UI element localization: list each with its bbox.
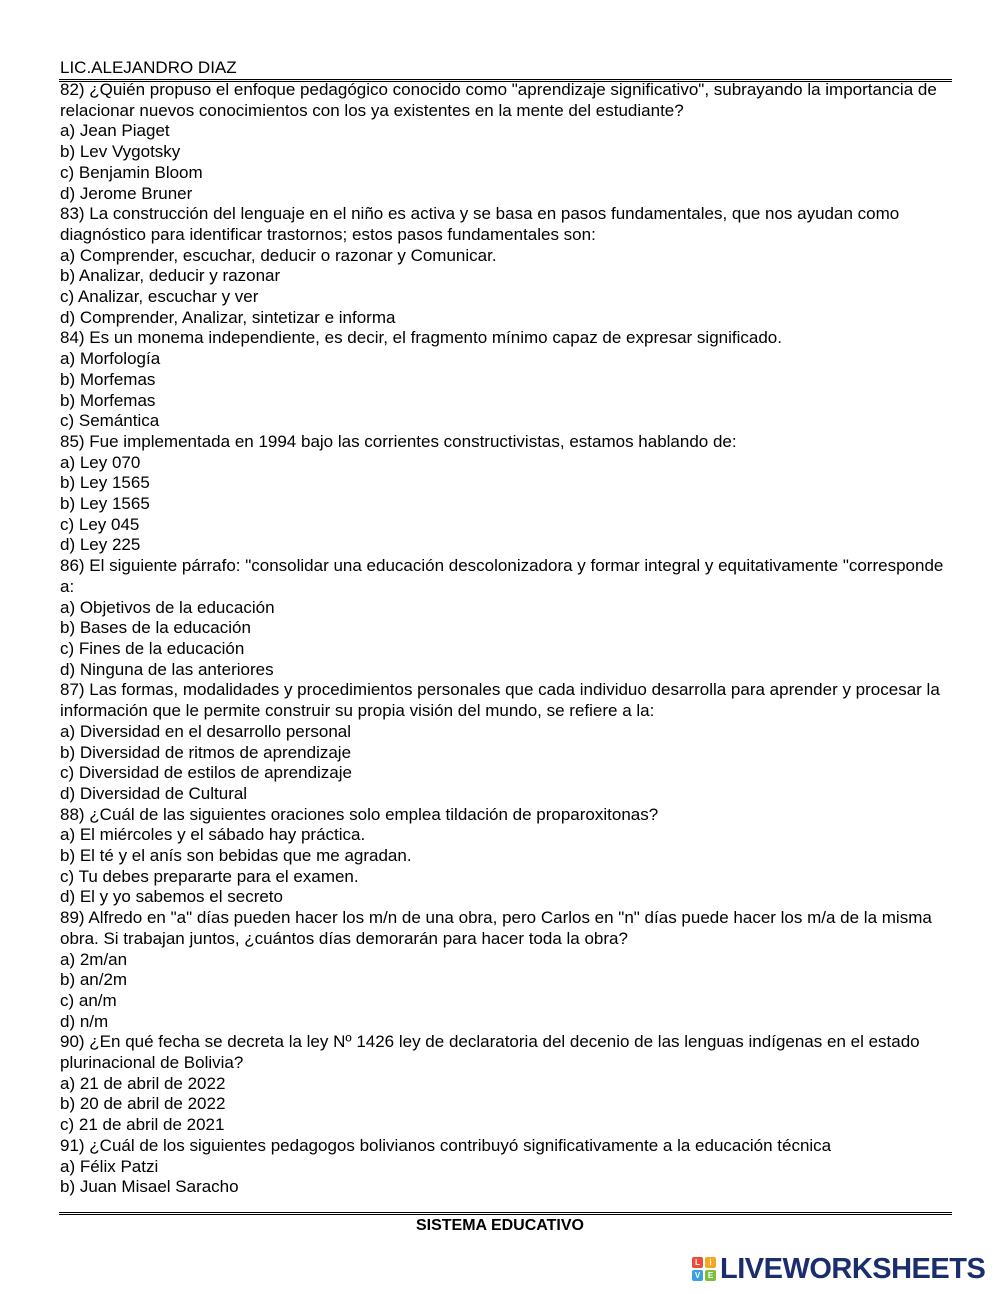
answer-option[interactable]: b) 20 de abril de 2022	[60, 1094, 226, 1114]
answer-option[interactable]: a) 2m/an	[60, 949, 128, 969]
question-block	[60, 80, 952, 204]
liveworksheets-logo-text: LIVEWORKSHEETS	[720, 1253, 986, 1285]
answer-option[interactable]: b) Morfemas	[60, 390, 156, 410]
question-text: 83) La construcción del lenguaje en el niño es activa y se basa en pasos fundamentales, que nos ayudan como diagnóstico para identificar trastornos; estos pasos fundamentales son:	[60, 204, 900, 244]
answer-option[interactable]: b) Ley 1565	[60, 473, 150, 493]
logo-tile: E	[705, 1270, 716, 1281]
logo-tile: V	[692, 1270, 703, 1281]
answer-option[interactable]: b) Diversidad de ritmos de aprendizaje	[60, 742, 352, 762]
answer-option[interactable]: c) Ley 045	[60, 514, 140, 534]
answer-option[interactable]: a) Objetivos de la educación	[60, 597, 275, 617]
answer-option[interactable]: b) Bases de la educación	[60, 618, 251, 638]
footer-divider	[59, 1212, 952, 1215]
answer-option[interactable]: a) Diversidad en el desarrollo personal	[60, 721, 352, 741]
question-list	[60, 80, 952, 1198]
answer-option[interactable]: c) an/m	[60, 990, 117, 1010]
question-block	[60, 328, 952, 432]
answer-option[interactable]: b) Juan Misael Saracho	[60, 1177, 239, 1197]
answer-option[interactable]: a) El miércoles y el sábado hay práctica.	[60, 825, 366, 845]
answer-option[interactable]: a) 21 de abril de 2022	[60, 1073, 226, 1093]
answer-option[interactable]: a) Félix Patzi	[60, 1156, 159, 1176]
question-block	[60, 204, 952, 328]
logo-tile: i	[705, 1257, 716, 1268]
answer-option[interactable]: d) n/m	[60, 1011, 109, 1031]
answer-option[interactable]: d) Ninguna de las anteriores	[60, 659, 274, 679]
logo-tile: L	[692, 1257, 703, 1268]
answer-option[interactable]: d) El y yo sabemos el secreto	[60, 887, 283, 907]
question-text: 89) Alfredo en "a" días pueden hacer los m/n de una obra, pero Carlos en "n" días puede hacer los m/a de la misma obra. Si trabajan juntos, ¿cuántos días demorarán para hacer toda la obra?	[60, 908, 932, 948]
question-text: 82) ¿Quién propuso el enfoque pedagógico conocido como "aprendizaje significativo", subrayando la importancia de relacionar nuevos conocimientos con los ya existentes en la mente del estudiante?	[60, 80, 937, 120]
answer-option[interactable]: d) Diversidad de Cultural	[60, 783, 248, 803]
question-text: 88) ¿Cuál de las siguientes oraciones solo emplea tildación de proparoxitonas?	[60, 804, 659, 824]
question-text: 90) ¿En qué fecha se decreta la ley Nº 1426 ley de declaratoria del decenio de las lenguas indígenas en el estado plurinacional de Bolivia?	[60, 1032, 920, 1073]
answer-option[interactable]: a) Morfología	[60, 349, 161, 369]
liveworksheets-logo[interactable]	[692, 1254, 985, 1284]
question-block	[60, 680, 952, 804]
answer-option[interactable]: c) Semántica	[60, 411, 160, 431]
answer-option[interactable]: d) Jerome Bruner	[60, 183, 193, 203]
question-text: 85) Fue implementada en 1994 bajo las corrientes constructivistas, estamos hablando de:	[60, 431, 737, 451]
answer-option[interactable]: c) Benjamin Bloom	[60, 162, 203, 182]
answer-option[interactable]: b) Ley 1565	[60, 494, 150, 514]
question-text: 87) Las formas, modalidades y procedimientos personales que cada individuo desarrolla para aprender y procesar la información que le permite construir su propia visión del mundo, se refiere a la:	[60, 680, 940, 721]
answer-option[interactable]: d) Ley 225	[60, 535, 141, 555]
question-text: 91) ¿Cuál de los siguientes pedagogos bolivianos contribuyó significativamente a la educación técnica	[60, 1135, 832, 1155]
question-block	[60, 556, 952, 680]
answer-option[interactable]: a) Comprender, escuchar, deducir o razonar y Comunicar.	[60, 245, 497, 265]
question-text: 86) El siguiente párrafo: "consolidar una educación descolonizadora y formar integral y equitativamente "corresponde a:	[60, 556, 944, 596]
question-block	[60, 432, 952, 556]
question-text: 84) Es un monema independiente, es decir, el fragmento mínimo capaz de expresar significado.	[60, 328, 782, 348]
footer-title: SISTEMA EDUCATIVO	[415, 1217, 584, 1234]
question-block	[60, 1032, 952, 1136]
answer-option[interactable]: c) Tu debes prepararte para el examen.	[60, 866, 359, 886]
answer-option[interactable]: c) Diversidad de estilos de aprendizaje	[60, 763, 352, 783]
answer-option[interactable]: b) Lev Vygotsky	[60, 142, 181, 162]
question-block	[60, 1136, 952, 1198]
answer-option[interactable]: a) Jean Piaget	[60, 121, 170, 141]
liveworksheets-logo-icon	[692, 1257, 716, 1281]
author-name: LIC.ALEJANDRO DIAZ	[60, 58, 237, 77]
answer-option[interactable]: b) Morfemas	[60, 369, 156, 389]
answer-option[interactable]: b) El té y el anís son bebidas que me agradan.	[60, 846, 412, 866]
answer-option[interactable]: c) Fines de la educación	[60, 638, 245, 658]
question-block	[60, 908, 952, 1032]
answer-option[interactable]: c) 21 de abril de 2021	[60, 1115, 225, 1135]
answer-option[interactable]: c) Analizar, escuchar y ver	[60, 287, 259, 307]
answer-option[interactable]: b) an/2m	[60, 970, 128, 990]
answer-option[interactable]: a) Ley 070	[60, 452, 141, 472]
answer-option[interactable]: d) Comprender, Analizar, sintetizar e informa	[60, 307, 396, 327]
answer-option[interactable]: b) Analizar, deducir y razonar	[60, 266, 281, 286]
question-block	[60, 805, 952, 909]
